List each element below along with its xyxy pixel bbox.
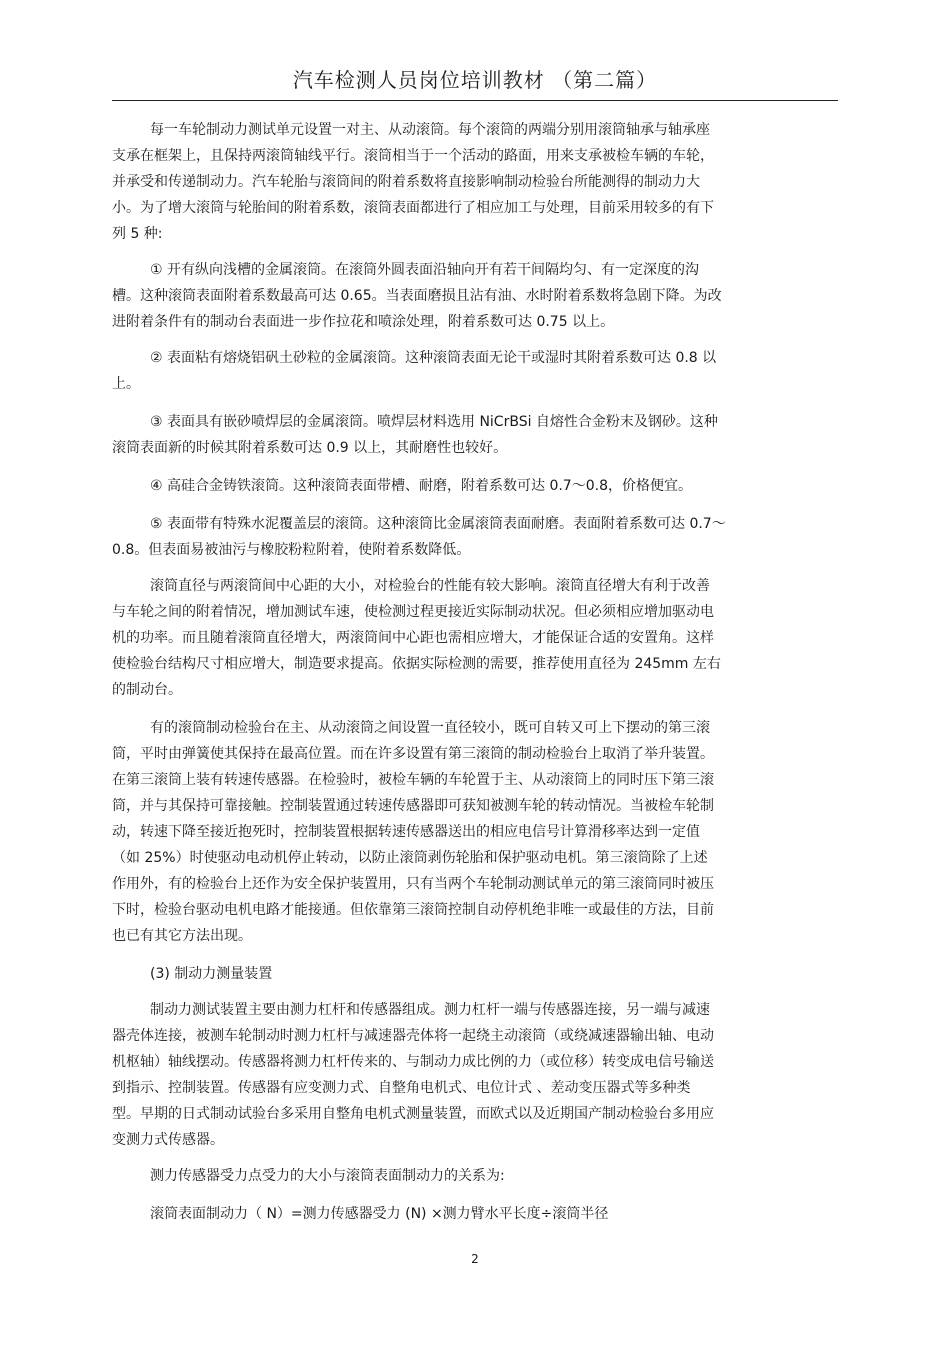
text-line: 小。为了增大滚筒与轮胎间的附着系数，滚筒表面都进行了相应加工与处理，目前采用较多的有下 — [112, 200, 714, 216]
list-item-3: ③ 表面具有嵌砂喷焊层的金属滚筒。喷焊层材料选用 NiCrBSi 自熔性合金粉末及钢砂。这种 — [150, 414, 718, 430]
page-number: 2 — [471, 1252, 479, 1266]
list-item-1: ① 开有纵向浅槽的金属滚筒。在滚筒外圆表面沿轴向开有若干间隔均匀、有一定深度的沟 — [150, 262, 699, 278]
text-line: 在第三滚筒上装有转速传感器。在检验时，被检车辆的车轮置于主、从动滚筒上的同时压下第三滚 — [112, 772, 714, 788]
text-line: 的制动台。 — [112, 682, 182, 698]
text-line: 下时，检验台驱动电机电路才能接通。但依靠第三滚筒控制自动停机绝非唯一或最佳的方法，目前 — [112, 902, 714, 918]
list-item-2: ② 表面粘有熔烧铝矾土砂粒的金属滚筒。这种滚筒表面无论干或湿时其附着系数可达 0.8 以 — [150, 350, 717, 366]
text-line: 机的功率。而且随着滚筒直径增大，两滚筒间中心距也需相应增大，才能保证合适的安置角。这样 — [112, 630, 714, 646]
text-line: 型。早期的日式制动试验台多采用自整角电机式测量装置，而欧式以及近期国产制动检验台多用应 — [112, 1106, 714, 1122]
text-line: 动，转速下降至接近抱死时，控制装置根据转速传感器送出的相应电信号计算滑移率达到一定值 — [112, 824, 700, 840]
text-line: 作用外，有的检验台上还作为安全保护装置用，只有当两个车轮制动测试单元的第三滚筒同时被压 — [112, 876, 714, 892]
header-rule — [112, 100, 838, 101]
text-line: 器壳体连接，被测车轮制动时测力杠杆与减速器壳体将一起绕主动滚筒（或绕减速器输出轴、电动 — [112, 1028, 714, 1044]
text-line: 支承在框架上，且保持两滚筒轴线平行。滚筒相当于一个活动的路面，用来支承被检车辆的车轮， — [112, 148, 714, 164]
text-line: 每一车轮制动力测试单元设置一对主、从动滚筒。每个滚筒的两端分别用滚筒轴承与轴承座 — [150, 122, 710, 138]
text-line: 进附着条件有的制动台表面进一步作拉花和喷涂处理，附着系数可达 0.75 以上。 — [112, 314, 615, 330]
text-line: 列 5 种: — [112, 226, 163, 242]
text-line: 测力传感器受力点受力的大小与滚筒表面制动力的关系为: — [150, 1168, 505, 1184]
text-line: 筒，平时由弹簧使其保持在最高位置。而在许多设置有第三滚筒的制动检验台上取消了举升装置。 — [112, 746, 714, 762]
text-line: 上。 — [112, 376, 140, 392]
list-item-5: ⑤ 表面带有特殊水泥覆盖层的滚筒。这种滚筒比金属滚筒表面耐磨。表面附着系数可达 0.7～ — [150, 516, 726, 532]
page-header-title: 汽车检测人员岗位培训教材 （第二篇） — [292, 68, 658, 92]
text-line: 并承受和传递制动力。汽车轮胎与滚筒间的附着系数将直接影响制动检验台所能测得的制动力大 — [112, 174, 700, 190]
list-item-4: ④ 高硅合金铸铁滚筒。这种滚筒表面带槽、耐磨，附着系数可达 0.7～0.8，价格便宜。 — [150, 478, 692, 494]
text-line: 到指示、控制装置。传感器有应变测力式、自整角电机式、电位计式 、差动变压器式等多种类 — [112, 1080, 691, 1096]
text-line: 有的滚筒制动检验台在主、从动滚筒之间设置一直径较小，既可自转又可上下摆动的第三滚 — [150, 720, 710, 736]
text-line: 与车轮之间的附着情况，增加测试车速，使检测过程更接近实际制动状况。但必须相应增加驱动电 — [112, 604, 714, 620]
text-line: 制动力测试装置主要由测力杠杆和传感器组成。测力杠杆一端与传感器连接，另一端与减速 — [150, 1002, 710, 1018]
text-line: 也已有其它方法出现。 — [112, 928, 252, 944]
formula: 滚筒表面制动力（ N）=测力传感器受力 (N) ×测力臂水平长度÷滚筒半径 — [150, 1206, 609, 1222]
text-line: 滚筒表面新的时候其附着系数可达 0.9 以上，其耐磨性也较好。 — [112, 440, 508, 456]
text-line: 筒，并与其保持可靠接触。控制装置通过转速传感器即可获知被测车轮的转动情况。当被检车轮制 — [112, 798, 714, 814]
text-line: （如 25%）时使驱动电动机停止转动，以防止滚筒剥伤轮胎和保护驱动电机。第三滚筒除了上述 — [112, 850, 708, 866]
text-line: 机枢轴）轴线摆动。传感器将测力杠杆传来的、与制动力成比例的力（或位移）转变成电信号输送 — [112, 1054, 714, 1070]
text-line: 滚筒直径与两滚筒间中心距的大小，对检验台的性能有较大影响。滚筒直径增大有利于改善 — [150, 578, 710, 594]
text-line: 变测力式传感器。 — [112, 1132, 224, 1148]
text-line: 槽。这种滚筒表面附着系数最高可达 0.65。当表面磨损且沾有油、水时附着系数将急剧下降。为改 — [112, 288, 722, 304]
text-line: 使检验台结构尺寸相应增大，制造要求提高。依据实际检测的需要，推荐使用直径为 245mm 左右 — [112, 656, 721, 672]
section-heading: (3) 制动力测量装置 — [150, 966, 273, 982]
text-line: 0.8。但表面易被油污与橡胶粉粒附着，使附着系数降低。 — [112, 542, 471, 558]
